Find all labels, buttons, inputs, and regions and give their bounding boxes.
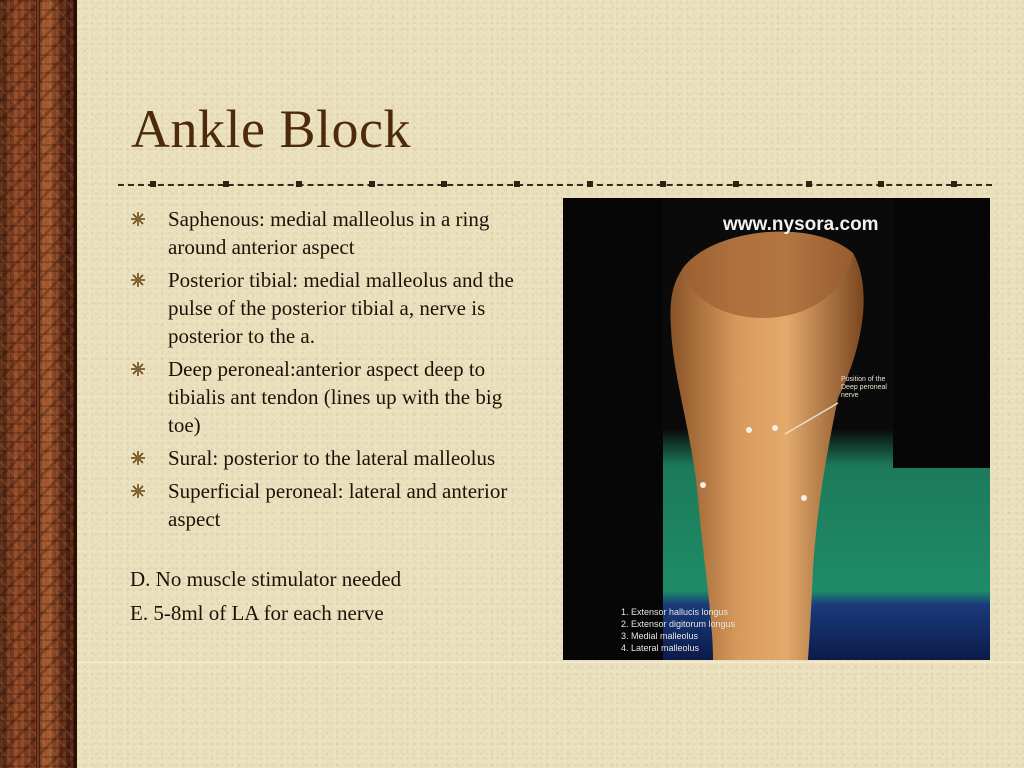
pointer-label-line-2: Deep peroneal [841,384,887,391]
rule-dot [878,181,884,187]
bullet-text: Posterior tibial: medial malleolus and the pulse of the posterior tibial a, nerve is posterior to the a. [168,268,514,348]
rule-dot [587,181,593,187]
legend-line-2: 2. Extensor digitorum longus [621,619,736,629]
rule-dot [806,181,812,187]
ankle-photo [563,198,990,660]
marker-dot [801,495,807,501]
rule-dot [514,181,520,187]
rule-dot [150,181,156,187]
bullet-item-posterior-tibial [130,266,540,350]
bullet-text: Saphenous: medial malleolus in a ring around anterior aspect [168,207,490,259]
bullet-text: Deep peroneal:anterior aspect deep to tibialis ant tendon (lines up with the big toe) [168,357,503,437]
ankle-photo-illustration [563,198,990,660]
bullet-item-deep-peroneal [130,355,540,439]
title-rule-dots [118,180,992,190]
pointer-label-line-1: Position of the [841,376,886,383]
wood-divider [36,0,40,768]
text-line-d: D. No muscle stimulator needed [130,567,402,591]
slide-title: Ankle Block [131,99,411,159]
legend-line-1: 1. Extensor hallucis longus [621,607,729,617]
bottom-rule [77,662,1024,663]
bullet-text: Sural: posterior to the lateral malleolus [168,446,496,470]
bullet-item-superficial-peroneal [130,477,540,533]
pointer-label-line-3: nerve [841,392,859,399]
rule-dot [369,181,375,187]
starburst-bullet-icon [130,211,146,227]
legend-line-3: 3. Medial malleolus [621,631,699,641]
rule-dot [951,181,957,187]
starburst-bullet-icon [130,272,146,288]
starburst-bullet-icon [130,483,146,499]
marker-dot [746,427,752,433]
rule-dot [441,181,447,187]
legend-line-4: 4. Lateral malleolus [621,643,700,653]
marker-dot [700,482,706,488]
starburst-bullet-icon [130,361,146,377]
rule-dot [733,181,739,187]
rule-dot [296,181,302,187]
rule-dot [223,181,229,187]
wood-edge [74,0,77,768]
watermark: www.nysora.com [723,214,879,235]
rule-dot [660,181,666,187]
marker-dot [772,425,778,431]
bullet-item-saphenous [130,205,540,261]
starburst-bullet-icon [130,450,146,466]
bullet-list [130,205,540,538]
bullet-item-sural [130,444,540,472]
bullet-text: Superficial peroneal: lateral and anterior aspect [168,479,508,531]
text-line-e: E. 5-8ml of LA for each nerve [130,601,384,625]
